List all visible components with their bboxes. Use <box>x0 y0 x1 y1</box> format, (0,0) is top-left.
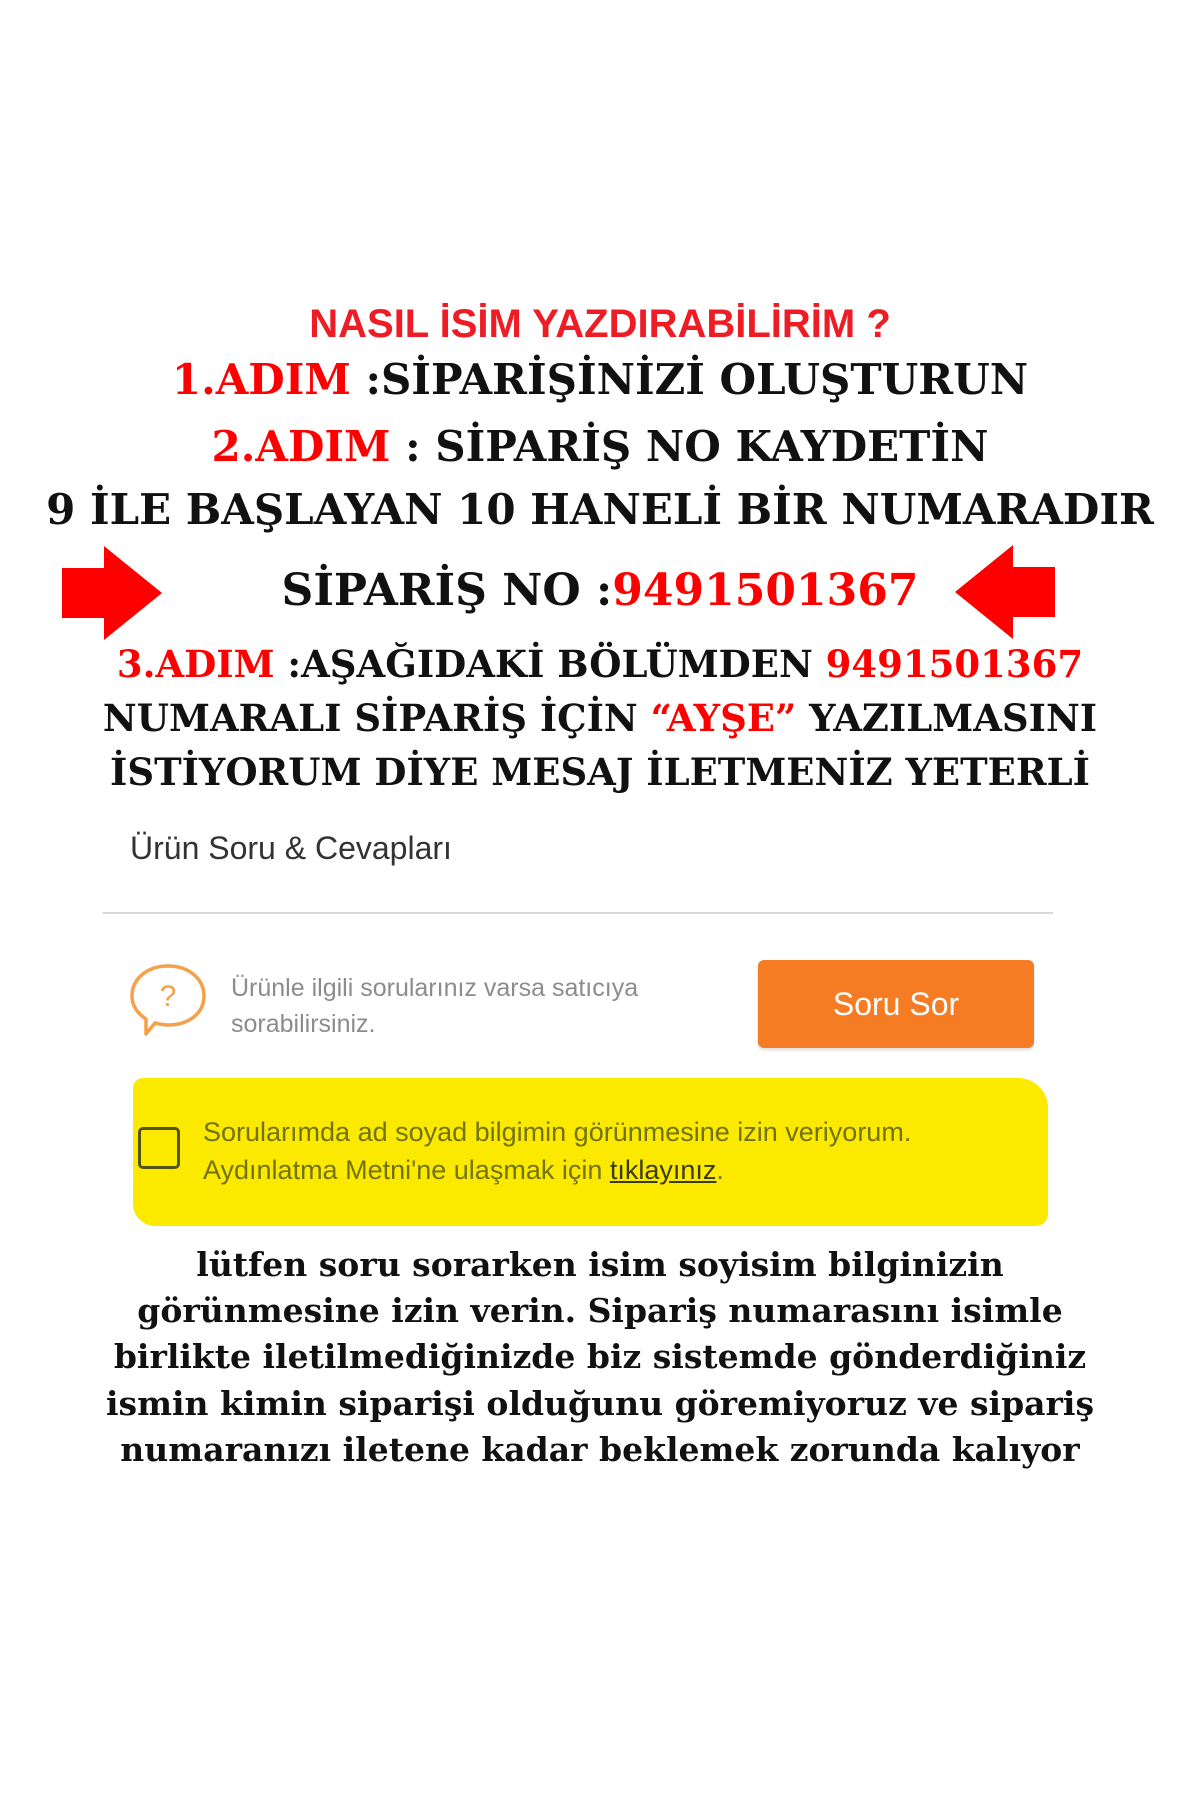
step-1-text: :SİPARİŞİNİZİ OLUŞTURUN <box>350 355 1029 404</box>
step-2-text: : SİPARİŞ NO KAYDETİN <box>390 422 989 471</box>
consent-line-2: Aydınlatma Metni'ne ulaşmak için <box>203 1155 610 1185</box>
note-line: numaranızı iletene kadar beklemek zorunda kalıyor <box>120 1430 1080 1469</box>
step-1-label: 1.ADIM <box>171 355 351 404</box>
consent-text <box>203 1113 1043 1189</box>
order-number-value: 9491501367 <box>612 565 919 616</box>
qa-heading: Ürün Soru & Cevapları <box>130 830 452 866</box>
consent-line-1: Sorularımda ad soyad bilgimin görünmesine izin veriyorum. <box>203 1117 912 1147</box>
ask-question-button-label: Soru Sor <box>832 985 960 1022</box>
note-line: ismin kimin siparişi olduğunu göremiyoruz ve sipariş <box>105 1384 1095 1423</box>
ask-question-button[interactable] <box>758 960 1034 1048</box>
order-number-label: SİPARİŞ NO : <box>281 565 613 616</box>
step-2-note: 9 İLE BAŞLAYAN 10 HANELİ BİR NUMARADIR <box>46 485 1154 534</box>
qa-description: Ürünle ilgili sorularınız varsa satıcıya sorabilirsiniz. <box>231 974 639 1038</box>
step-3-line-2-a: NUMARALI SİPARİŞ İÇİN <box>102 696 651 740</box>
step-3-label: 3.ADIM <box>116 642 275 686</box>
consent-link[interactable]: tıklayınız <box>609 1155 717 1185</box>
order-number-line <box>0 565 1200 616</box>
step-3-line-2-b: YAZILMASINI <box>796 696 1098 740</box>
question-bubble-icon <box>128 962 208 1038</box>
bubble-symbol: ? <box>159 980 177 1013</box>
step-3-example-name: “AYŞE” <box>650 696 797 740</box>
step-3-line-1 <box>0 642 1200 686</box>
consent-line-end: . <box>716 1155 724 1185</box>
step-3-line-2 <box>0 696 1200 740</box>
step-2 <box>0 422 1200 471</box>
step-3-order-number: 9491501367 <box>825 642 1084 686</box>
step-2-label: 2.ADIM <box>211 422 391 471</box>
consent-checkbox[interactable] <box>138 1127 180 1169</box>
note-line: lütfen soru sorarken isim soyisim bilginizin <box>196 1245 1004 1284</box>
step-3-line-3: İSTİYORUM DİYE MESAJ İLETMENİZ YETERLİ <box>110 750 1090 794</box>
qa-divider <box>103 912 1053 914</box>
page-title: NASIL İSİM YAZDIRABİLİRİM ? <box>309 302 891 346</box>
step-1 <box>0 355 1200 404</box>
step-3-text: :AŞAĞIDAKİ BÖLÜMDEN <box>274 642 826 686</box>
note-line: görünmesine izin verin. Sipariş numarasını isimle <box>137 1291 1063 1330</box>
note-line: birlikte iletilmediğinizde biz sistemde gönderdiğiniz <box>113 1337 1087 1376</box>
